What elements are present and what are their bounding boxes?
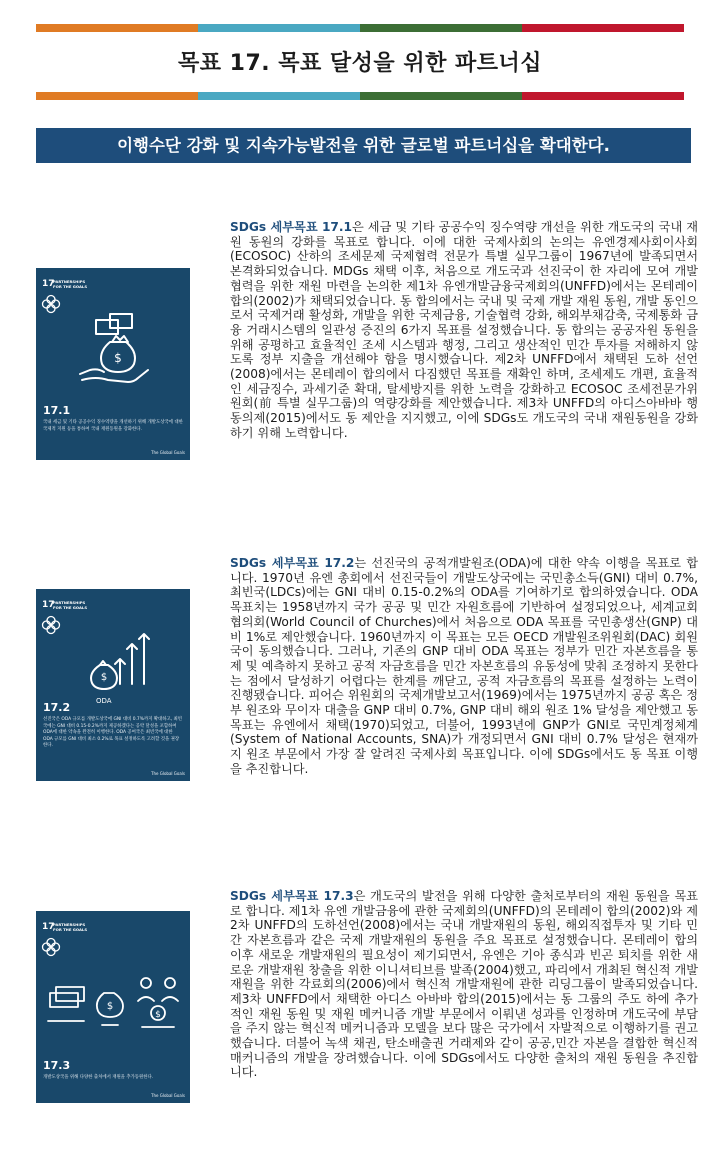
target-lead: SDGs 세부목표 17.2	[230, 556, 355, 570]
section-target-17-1	[36, 220, 696, 520]
stripe-teal	[198, 24, 360, 32]
target-card-17-2	[36, 589, 190, 781]
goal-name	[53, 600, 87, 610]
partnership-rings-icon	[40, 614, 62, 636]
target-description: 선진국은 ODA 규모를 개발도상국에 GNI 대비 0.7%까지 확대하고, 최빈국에는 GNI 대비 0.15-0.2%까지 제공하겠다는 공약 달성을 포함하여 ODA에 대한 약속을 완전히 이행한다. ODA 공여국은 최빈국에 대한 ODA 규모를 GNI 대비 최소 0.2%로 목표 설정하도록 고려할 것을 권장한다.	[43, 717, 183, 749]
goal-name-line-2: FOR THE GOALS	[53, 927, 88, 932]
target-body: 는 선진국의 공적개발원조(ODA)에 대한 약속 이행을 목표로 합니다. 1970년 유엔 총회에서 선진국들이 개발도상국에는 국민총소득(GNI) 대비 0.7%, 최빈국(LDCs)에는 GNI 대비 0.15-0.2%의 ODA를 기여하기로 합의하였습니다. ODA 목표치는 1958년까지 국가 공공 및 민간 자원흐름에 기반하여 설정되었으나, 세계교회협의회(World Council of Churches)에서 처음으로 ODA 목표를 국민총생산(GNP) 대비 1%로 제안했습니다. 1960년까지 이 목표는 모든 OECD 개발원조위원회(DAC) 회원국이 동의했습니다. 그러나, 기존의 GNP 대비 ODA 목표는 정부가 민간 자본흐름을 통제 및 예측하지 못하고 공적 자금흐름을 민간 자본흐름의 유동성에 맞춰 조정하지 못한다는 점에서 달성하기 어렵다는 한계를 깨닫고, 공적 자금흐름의 목표를 설정하는 노력이 진행됐습니다. 피어슨 위원회의 국제개발보고서(1969)에서는 1975년까지 공공 혹은 정부 원조와 무이자 대출을 GNP 대비 0.7%, GNP 대비 해외 원조 1% 달성을 제안했고 동 목표는 유엔에서 채택(1970)되었고, 더불어, 1993년에 GNP가 GNI로 국민계정체계(System of National Accounts, SNA)가 개정되면서 GNI 대비 0.7% 달성은 현재까지 원조 부문에서 가장 잘 알려진 국제사회 목표입니다. 이에 SDGs에서도 동 목표 이행을 추진합니다.	[230, 556, 698, 776]
multiple-sources-icon	[46, 971, 182, 1031]
target-number: 17.1	[43, 404, 71, 417]
partnership-rings-icon	[40, 936, 62, 958]
target-body: 은 세금 및 기타 공공수익 징수역량 개선을 위한 개도국의 국내 재원 동원의 강화를 목표로 합니다. 이에 대한 국제사회의 논의는 유엔경제사회이사회(ECOSOC) 산하의 조세문제 국제협력 전문가 특별 실무그룹이 1967년에 발족되면서 본격화되었습니다. MDGs 채택 이후, 처음으로 개도국과 선진국이 한 자리에 모여 개발협력을 위한 재원 마련을 논의한 제1차 유엔개발금융국제회의(UNFFD)에서는 몬테레이 합의(2002)가 채택되었습니다. 동 합의에서는 국내 및 국제 개발 재원 동원, 개발 동인으로서 국제거래 활성화, 개발을 위한 국제금융, 기술협력 강화, 해외부채감축, 국제통화 금융 거래시스템의 일관성 증진의 6가지 목표를 설정했습니다. 동 합의는 공공자원 동원을 위해 공평하고 효율적인 조세 시스템과 행정, 그리고 생산적인 민간 투자를 저해하지 않도록 정부 지출을 개선해야 함을 명시했습니다. 제2차 UNFFD에서 채택된 도하 선언(2008)에서는 몬테레이 합의에서 다짐했던 목표를 재확인 하며, 조세제도 개편, 효율적인 세금징수, 과세기준 확대, 탈세방지를 위한 노력을 강화하고 ECOSOC 조세전문가위원회(前 특별 실무그룹)의 역량강화를 제안했습니다. 제3차 UNFFD의 아디스아바바 행동의제(2015)에서도 동 제안을 지지했고, 이에 SDGs도 개도국의 국내 재원동원을 강화하기 위해 노력합니다.	[230, 220, 698, 440]
target-card-17-3	[36, 911, 190, 1103]
target-number: 17.2	[43, 701, 71, 714]
section-body	[230, 889, 698, 1080]
goal-number: 17	[42, 600, 55, 610]
target-lead: SDGs 세부목표 17.3	[230, 889, 354, 903]
goal-number: 17	[42, 922, 55, 932]
target-description: 개발도상국을 위해 다양한 출처에서 재원을 추가동원한다.	[43, 1075, 154, 1080]
global-goals-footer: The Global Goals	[151, 450, 185, 455]
top-color-stripe	[36, 24, 684, 32]
goal-banner: 이행수단 강화 및 지속가능발전을 위한 글로벌 파트너십을 확대한다.	[36, 128, 691, 163]
goal-name	[53, 279, 87, 289]
svg-text:$: $	[106, 1001, 114, 1012]
target-lead: SDGs 세부목표 17.1	[230, 220, 353, 234]
svg-text:$: $	[114, 351, 122, 365]
goal-name-line-2: FOR THE GOALS	[53, 284, 88, 289]
target-number: 17.3	[43, 1059, 71, 1072]
bottom-color-stripe	[36, 92, 684, 100]
section-body	[230, 556, 698, 777]
stripe-teal	[198, 92, 360, 100]
target-body: 은 개도국의 발전을 위해 다양한 출처로부터의 재원 동원을 목표로 합니다. 제1차 유엔 개발금융에 관한 국제회의(UNFFD)의 몬테레이 합의(2002)와 제2차 UNFFD의 도하선언(2008)에서는 국내 개발재원의 동원, 해외직접투자 및 기타 민간 자본흐름과 같은 국제 개발재원의 동원을 주요 목표로 설정했습니다. 몬테레이 합의 이후 새로운 개발재원의 필요성이 제기되면서, 유엔은 기아 종식과 빈곤 퇴치를 위한 새로운 개발재원 창출을 위한 이니셔티브를 발족(2004)했고, 파리에서 개최된 혁신적 개발재원을 위한 각료회의(2006)에서 혁신적 개발재원에 관한 리딩그룹이 발족되었습니다. 제3차 UNFFD에서 채택한 아디스 아바바 합의(2015)에서는 동 그룹의 주도 하에 추가적인 재원 동원 및 재원 메커니즘 개발 부문에서 이뤄낸 성과를 인정하며 개도국에 부담을 주지 않는 혁신적 메커니즘과 모델을 보다 많은 국가에서 자발적으로 이행하기를 권고했습니다. 더불어 녹색 채권, 탄소배출권 거래제와 같이 공공,민간 자본을 결합한 혁신적 매커니즘의 개발을 장려했습니다. 이에 SDGs에서도 다양한 출처의 재원 동원을 추진합니다.	[230, 889, 698, 1080]
stripe-orange	[36, 24, 198, 32]
goal-name-line-1: PARTNERSHIPS	[53, 600, 86, 605]
goal-number: 17	[42, 279, 55, 289]
goal-name	[53, 922, 87, 932]
goal-name-line-2: FOR THE GOALS	[53, 605, 88, 610]
section-target-17-3	[36, 889, 696, 1139]
section-body	[230, 220, 698, 441]
page-title: 목표 17. 목표 달성을 위한 파트너십	[177, 51, 543, 76]
goal-name-line-1: PARTNERSHIPS	[53, 279, 86, 284]
global-goals-footer: The Global Goals	[151, 771, 185, 776]
stripe-orange	[36, 92, 198, 100]
goal-name-line-1: PARTNERSHIPS	[53, 922, 86, 927]
svg-text:$: $	[155, 1010, 161, 1020]
svg-text:$: $	[100, 672, 108, 683]
oda-label: ODA	[96, 697, 112, 705]
partnership-rings-icon	[40, 293, 62, 315]
stripe-green	[360, 24, 522, 32]
money-bag-hand-icon	[76, 310, 156, 390]
section-target-17-2	[36, 556, 696, 836]
target-card-17-1	[36, 268, 190, 460]
stripe-green	[360, 92, 522, 100]
global-goals-footer: The Global Goals	[151, 1093, 185, 1098]
stripe-red	[522, 92, 684, 100]
target-description: 국내 세금 및 기타 공공수익 징수역량을 개선하기 위해 개발도상국에 대한 국제적 지원 등을 통하여 국내 재원동원을 강화한다.	[43, 420, 183, 432]
oda-bag-growth-icon	[86, 629, 156, 704]
stripe-red	[522, 24, 684, 32]
